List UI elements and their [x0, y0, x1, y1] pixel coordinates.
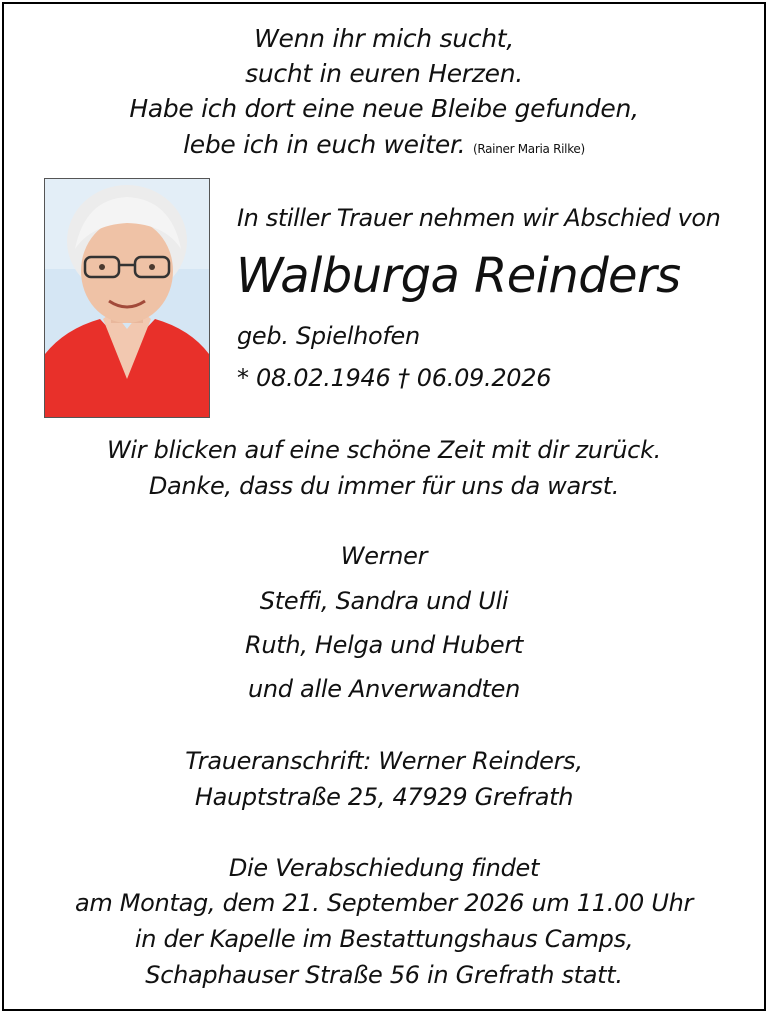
- poem-line-3: Habe ich dort eine neue Bleibe gefunden,: [129, 94, 639, 123]
- ceremony-line-3: in der Kapelle im Bestattungshaus Camps,: [134, 925, 634, 953]
- ceremony-line-1: Die Verabschiedung findet: [228, 854, 540, 882]
- portrait-photo: [44, 178, 210, 418]
- obituary-notice: [2, 2, 766, 1011]
- address-line-1: Traueranschrift: Werner Reinders,: [185, 747, 583, 775]
- portrait-illustration: [45, 179, 209, 417]
- closing-line-2: Danke, dass du immer für uns da warst.: [148, 472, 620, 500]
- ceremony-line-4: Schaphauser Straße 56 in Grefrath statt.: [145, 961, 623, 989]
- deceased-name: Walburga Reinders: [236, 248, 681, 304]
- poem-line-2: sucht in euren Herzen.: [245, 59, 523, 88]
- intro-text: In stiller Trauer nehmen wir Abschied von: [237, 204, 721, 232]
- family-line-2: Steffi, Sandra und Uli: [259, 587, 509, 615]
- ceremony-line-2: am Montag, dem 21. September 2026 um 11.00 Uhr: [74, 889, 694, 917]
- poem-attribution: (Rainer Maria Rilke): [472, 142, 585, 156]
- poem-line-1: Wenn ihr mich sucht,: [254, 24, 514, 53]
- family-line-4: und alle Anverwandten: [247, 675, 521, 703]
- address-line-2: Hauptstraße 25, 47929 Grefrath: [194, 783, 574, 811]
- poem-line-4: lebe ich in euch weiter.: [183, 130, 466, 159]
- poem-line-4-row: [4, 130, 764, 159]
- birth-name: geb. Spielhofen: [237, 322, 420, 350]
- family-line-3: Ruth, Helga und Hubert: [244, 631, 524, 659]
- family-line-1: Werner: [340, 542, 428, 570]
- life-dates: * 08.02.1946 † 06.09.2026: [237, 364, 552, 392]
- closing-line-1: Wir blicken auf eine schöne Zeit mit dir zurück.: [106, 436, 661, 464]
